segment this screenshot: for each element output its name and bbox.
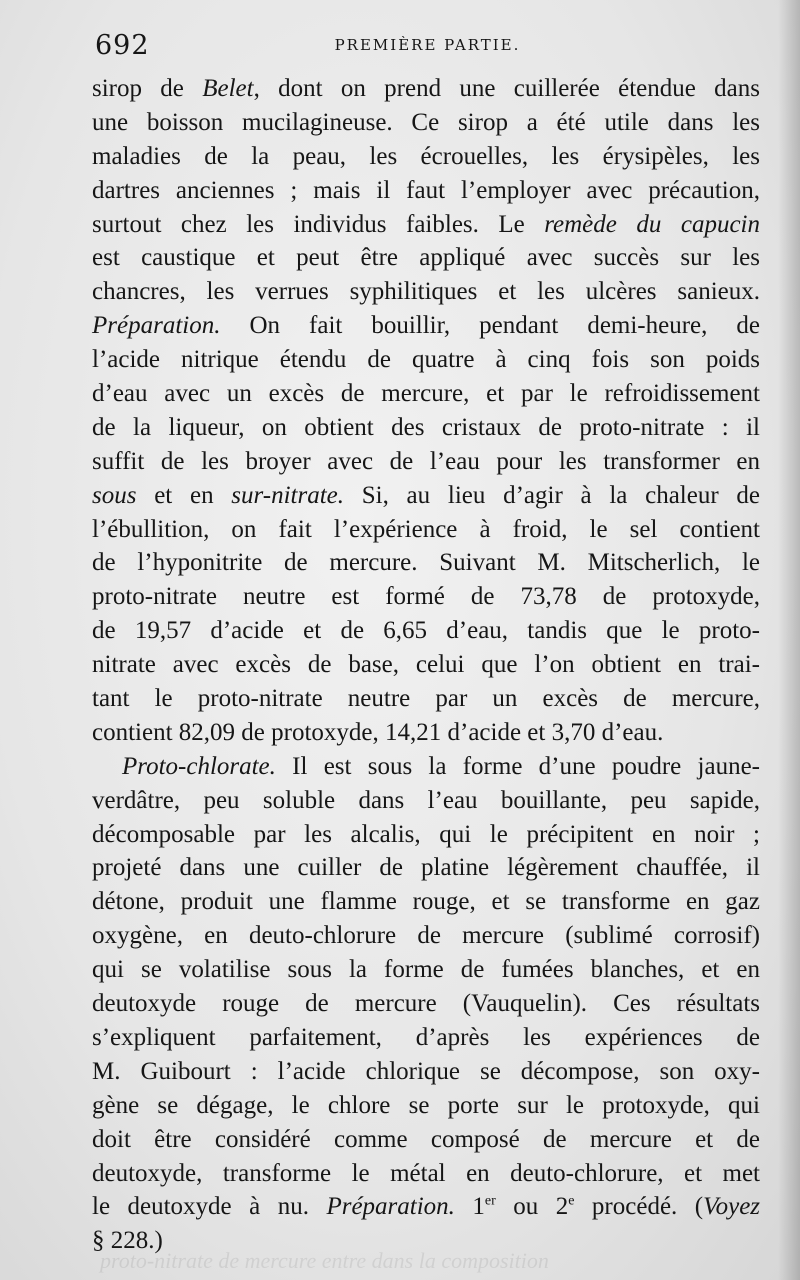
text-run: M. Guibourt : l’acide chlorique se décompose, son oxy-: [92, 1057, 760, 1085]
text-run: suffit de les broyer avec de l’eau pour les transformer en: [92, 447, 760, 475]
text-run: décomposable par les alcalis, qui le précipitent en noir ;: [92, 820, 760, 848]
text-line: [92, 750, 760, 784]
text-line: [92, 885, 760, 919]
italic-term: sur-nitrate.: [231, 481, 344, 509]
italic-term: Voyez: [703, 1193, 761, 1221]
text-run: deutoxyde rouge de mercure (Vauquelin). Ces résultats: [92, 990, 760, 1018]
page-edge-shadow: [778, 0, 800, 1280]
text-line: [92, 309, 760, 343]
italic-term: Proto-chlorate.: [122, 752, 276, 780]
text-run: surtout chez les individus faibles. Le: [92, 210, 545, 238]
text-run: s’expliquent parfaitement, d’après les expériences de: [92, 1023, 760, 1051]
text-run: projeté dans une cuiller de platine légèrement chauffée, il: [92, 854, 760, 882]
text-line: [92, 241, 760, 275]
text-line: [92, 208, 760, 242]
text-line: [92, 1157, 760, 1191]
text-run: Il est sous la forme d’une poudre jaune-: [275, 752, 760, 780]
text-line: [92, 818, 760, 852]
text-run: contient 82,09 de protoxyde, 14,21 d’acide et 3,70 d’eau.: [92, 718, 664, 746]
text-run: proto-nitrate neutre est formé de 73,78 de protoxyde,: [92, 583, 760, 611]
text-run: ou 2: [495, 1193, 569, 1221]
text-line: [92, 343, 760, 377]
text-run: l’ébullition, on fait l’expérience à froid, le sel contient: [92, 515, 760, 543]
superscript: er: [484, 1194, 496, 1210]
text-line: [92, 1123, 760, 1157]
text-run: procédé. (: [574, 1193, 704, 1221]
text-line: [92, 953, 760, 987]
text-line: [92, 1190, 760, 1224]
text-line: [92, 275, 760, 309]
text-run: qui se volatilise sous la forme de fumées blanches, et en: [92, 956, 760, 984]
text-line: [92, 1089, 760, 1123]
text-run: nitrate avec excès de base, celui que l’on obtient en trai-: [92, 651, 760, 679]
text-run: § 228.): [92, 1227, 163, 1255]
text-line: [92, 445, 760, 479]
text-run: sirop de: [92, 75, 203, 102]
text-run: On fait bouillir, pendant demi-heure, de: [220, 312, 760, 340]
text-line: [92, 614, 760, 648]
page-number: 692: [95, 30, 150, 61]
text-line: [92, 716, 760, 750]
text-run: doit être considéré comme composé de mercure et de: [92, 1125, 760, 1153]
text-run: le deutoxyde à nu.: [92, 1193, 327, 1221]
text-run: , dont on prend une cuillerée étendue dans: [253, 75, 760, 102]
text-line: [92, 987, 760, 1021]
text-run: Si, au lieu d’agir à la chaleur de: [344, 481, 760, 509]
running-title: PREMIÈRE PARTIE.: [334, 36, 521, 54]
italic-term: Préparation.: [326, 1193, 455, 1221]
text-line: [92, 919, 760, 953]
superscript: e: [568, 1194, 575, 1210]
text-run: chancres, les verrues syphilitiques et les ulcères sanieux.: [92, 278, 760, 306]
text-line: [92, 546, 760, 580]
text-line: [92, 513, 760, 547]
text-run: une boisson mucilagineuse. Ce sirop a été utile dans les: [92, 108, 760, 136]
text-line: [92, 411, 760, 445]
text-run: détone, produit une flamme rouge, et se transforme en gaz: [92, 888, 760, 916]
running-head: [95, 30, 760, 62]
text-line: [92, 580, 760, 614]
italic-term: remède du capucin: [544, 210, 760, 238]
text-line: [92, 784, 760, 818]
italic-term: Belet: [202, 75, 254, 102]
bleed-through-text: proto-nitrate de mercure entre dans la composition: [100, 1248, 549, 1273]
text-run: deutoxyde, transforme le métal en deuto-chlorure, et met: [92, 1159, 760, 1187]
text-run: 1: [454, 1193, 485, 1221]
text-run: maladies de la peau, les écrouelles, les érysipèles, les: [92, 142, 760, 170]
body-text: [92, 72, 760, 1258]
text-run: oxygène, en deuto-chlorure de mercure (sublimé corrosif): [92, 922, 760, 950]
text-run: dartres anciennes ; mais il faut l’employer avec précaution,: [92, 176, 760, 204]
text-line: [92, 1021, 760, 1055]
text-run: l’acide nitrique étendu de quatre à cinq fois son poids: [92, 346, 760, 374]
text-run: est caustique et peut être appliqué avec succès sur les: [92, 244, 760, 272]
italic-term: sous: [92, 481, 137, 509]
text-line: [92, 140, 760, 174]
text-run: de la liqueur, on obtient des cristaux de proto-nitrate : il: [92, 413, 760, 441]
text-line: [92, 106, 760, 140]
text-line: [92, 72, 760, 106]
italic-term: Préparation.: [92, 312, 221, 340]
text-run: d’eau avec un excès de mercure, et par le refroidissement: [92, 380, 760, 408]
text-line: [92, 851, 760, 885]
text-run: de l’hyponitrite de mercure. Suivant M. Mitscherlich, le: [92, 549, 760, 577]
text-line: [92, 648, 760, 682]
text-line: [92, 174, 760, 208]
text-run: de 19,57 d’acide et de 6,65 d’eau, tandis que le proto-: [92, 617, 760, 645]
text-run: gène se dégage, le chlore se porte sur le protoxyde, qui: [92, 1091, 760, 1119]
text-line: [92, 377, 760, 411]
text-line: [92, 682, 760, 716]
text-run: verdâtre, peu soluble dans l’eau bouillante, peu sapide,: [92, 786, 760, 814]
text-line: [92, 479, 760, 513]
text-line: [92, 1055, 760, 1089]
text-run: tant le proto-nitrate neutre par un excès de mercure,: [92, 685, 760, 713]
text-run: et en: [136, 481, 232, 509]
